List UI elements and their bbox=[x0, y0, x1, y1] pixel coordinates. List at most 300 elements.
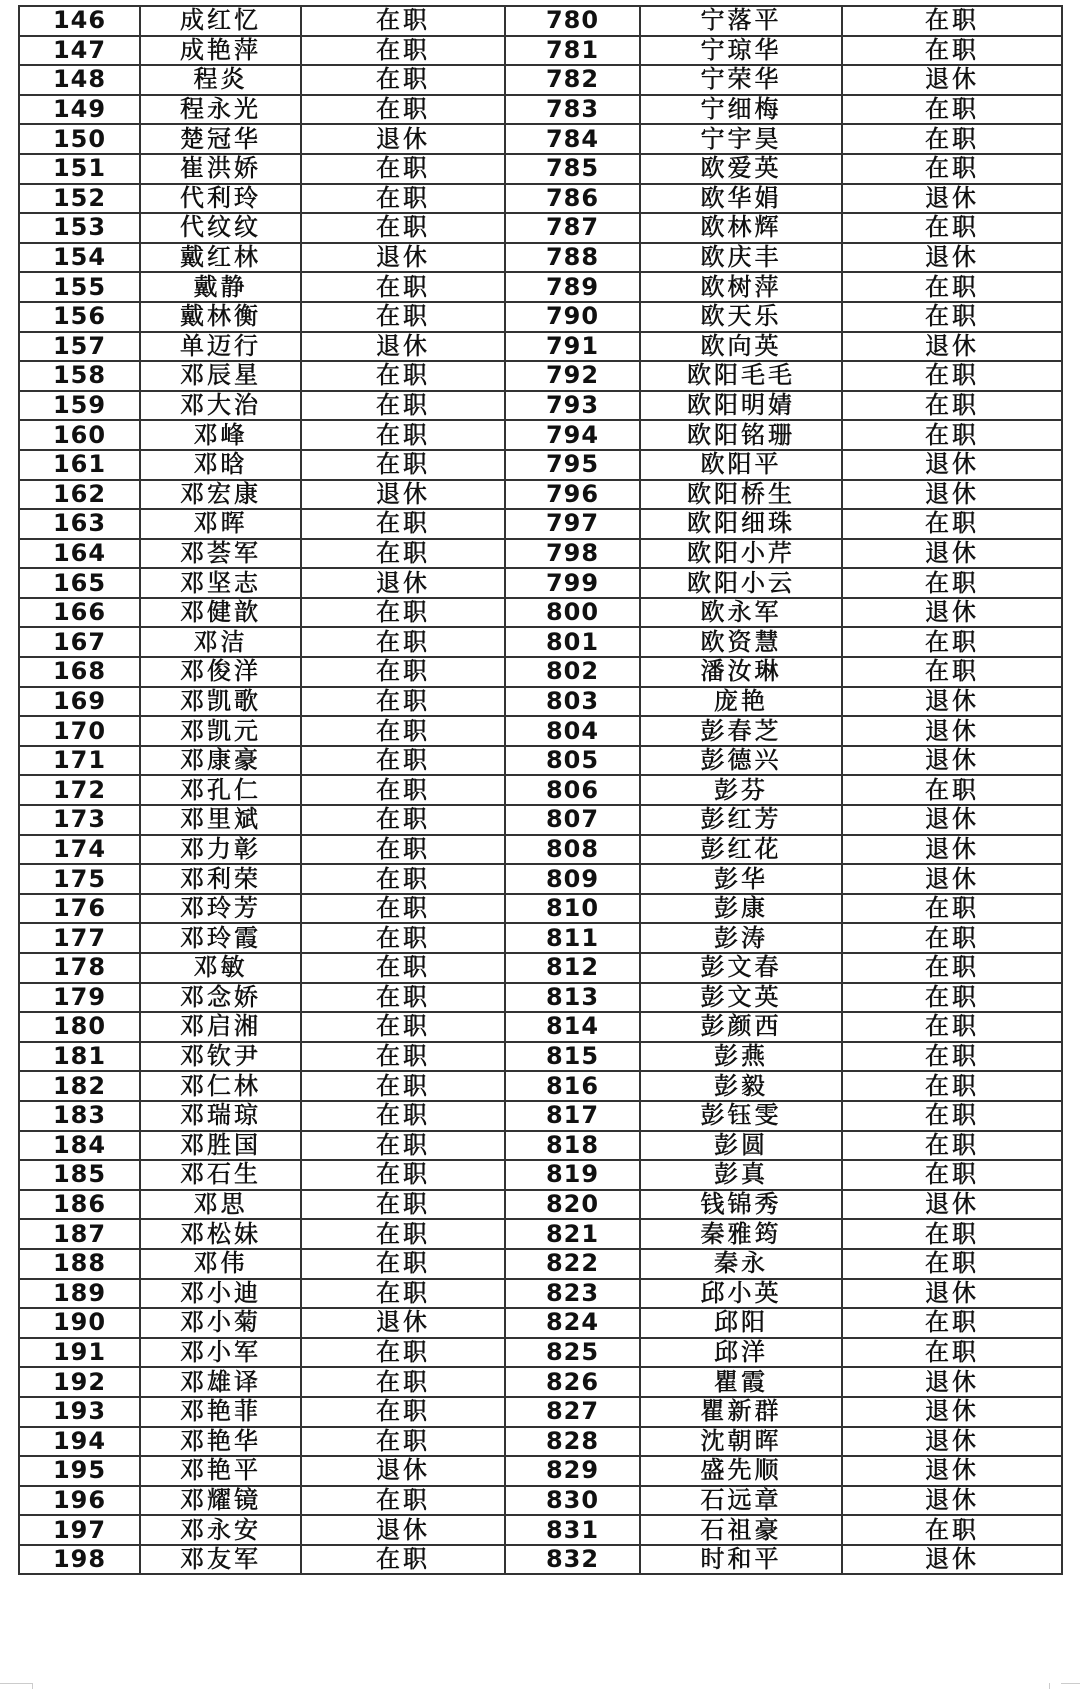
right-number-cell: 832 bbox=[505, 1545, 640, 1575]
left-number-cell: 189 bbox=[19, 1279, 140, 1309]
left-status-cell: 在职 bbox=[301, 598, 505, 628]
right-name-cell: 彭华 bbox=[640, 864, 842, 894]
left-number-cell: 179 bbox=[19, 983, 140, 1013]
right-status-cell: 在职 bbox=[842, 509, 1062, 539]
left-status-cell: 在职 bbox=[301, 6, 505, 36]
right-status-cell: 退休 bbox=[842, 835, 1062, 865]
right-number-cell: 805 bbox=[505, 746, 640, 776]
table-row bbox=[19, 894, 1062, 924]
right-number-cell: 782 bbox=[505, 65, 640, 95]
table-row bbox=[19, 1131, 1062, 1161]
left-name-cell: 邓宏康 bbox=[140, 480, 301, 510]
left-number-cell: 154 bbox=[19, 243, 140, 273]
left-name-cell: 戴红林 bbox=[140, 243, 301, 273]
right-name-cell: 彭文春 bbox=[640, 953, 842, 983]
left-status-cell: 退休 bbox=[301, 568, 505, 598]
left-status-cell: 在职 bbox=[301, 1219, 505, 1249]
right-status-cell: 退休 bbox=[842, 1190, 1062, 1220]
right-name-cell: 彭红芳 bbox=[640, 805, 842, 835]
left-number-cell: 169 bbox=[19, 687, 140, 717]
left-status-cell: 在职 bbox=[301, 953, 505, 983]
left-number-cell: 153 bbox=[19, 213, 140, 243]
left-status-cell: 退休 bbox=[301, 1456, 505, 1486]
left-name-cell: 邓力彰 bbox=[140, 835, 301, 865]
left-number-cell: 174 bbox=[19, 835, 140, 865]
left-number-cell: 167 bbox=[19, 627, 140, 657]
right-number-cell: 796 bbox=[505, 480, 640, 510]
right-number-cell: 797 bbox=[505, 509, 640, 539]
right-name-cell: 欧阳桥生 bbox=[640, 480, 842, 510]
left-name-cell: 邓大治 bbox=[140, 391, 301, 421]
left-number-cell: 170 bbox=[19, 716, 140, 746]
table-row bbox=[19, 1160, 1062, 1190]
left-status-cell: 在职 bbox=[301, 1071, 505, 1101]
right-number-cell: 826 bbox=[505, 1367, 640, 1397]
left-status-cell: 在职 bbox=[301, 657, 505, 687]
left-number-cell: 177 bbox=[19, 923, 140, 953]
left-name-cell: 邓凯歌 bbox=[140, 687, 301, 717]
left-name-cell: 邓玲芳 bbox=[140, 894, 301, 924]
right-name-cell: 欧资慧 bbox=[640, 627, 842, 657]
table-row bbox=[19, 154, 1062, 184]
right-number-cell: 821 bbox=[505, 1219, 640, 1249]
left-status-cell: 在职 bbox=[301, 746, 505, 776]
right-name-cell: 欧阳小芹 bbox=[640, 539, 842, 569]
table-row bbox=[19, 213, 1062, 243]
right-name-cell: 彭文英 bbox=[640, 983, 842, 1013]
right-status-cell: 在职 bbox=[842, 36, 1062, 66]
left-number-cell: 163 bbox=[19, 509, 140, 539]
left-status-cell: 在职 bbox=[301, 1190, 505, 1220]
left-status-cell: 在职 bbox=[301, 184, 505, 214]
table-row bbox=[19, 983, 1062, 1013]
right-number-cell: 829 bbox=[505, 1456, 640, 1486]
right-status-cell: 在职 bbox=[842, 1249, 1062, 1279]
table-row bbox=[19, 627, 1062, 657]
left-status-cell: 在职 bbox=[301, 95, 505, 125]
right-status-cell: 在职 bbox=[842, 953, 1062, 983]
left-number-cell: 175 bbox=[19, 864, 140, 894]
left-number-cell: 188 bbox=[19, 1249, 140, 1279]
right-status-cell: 在职 bbox=[842, 1515, 1062, 1545]
left-status-cell: 退休 bbox=[301, 124, 505, 154]
table-row bbox=[19, 1071, 1062, 1101]
right-name-cell: 彭春芝 bbox=[640, 716, 842, 746]
left-status-cell: 在职 bbox=[301, 805, 505, 835]
page-corner-mark bbox=[32, 1683, 33, 1689]
left-name-cell: 邓利荣 bbox=[140, 864, 301, 894]
right-number-cell: 830 bbox=[505, 1486, 640, 1516]
right-number-cell: 788 bbox=[505, 243, 640, 273]
left-name-cell: 邓钦尹 bbox=[140, 1042, 301, 1072]
left-name-cell: 楚冠华 bbox=[140, 124, 301, 154]
right-name-cell: 欧阳毛毛 bbox=[640, 361, 842, 391]
right-number-cell: 803 bbox=[505, 687, 640, 717]
table-row bbox=[19, 36, 1062, 66]
right-status-cell: 退休 bbox=[842, 805, 1062, 835]
left-number-cell: 155 bbox=[19, 272, 140, 302]
table-row bbox=[19, 391, 1062, 421]
right-number-cell: 785 bbox=[505, 154, 640, 184]
right-name-cell: 彭颜西 bbox=[640, 1012, 842, 1042]
left-status-cell: 在职 bbox=[301, 864, 505, 894]
left-name-cell: 邓伟 bbox=[140, 1249, 301, 1279]
table-row bbox=[19, 1308, 1062, 1338]
left-status-cell: 在职 bbox=[301, 539, 505, 569]
left-number-cell: 190 bbox=[19, 1308, 140, 1338]
left-status-cell: 在职 bbox=[301, 1160, 505, 1190]
left-name-cell: 邓小菊 bbox=[140, 1308, 301, 1338]
right-name-cell: 欧华娟 bbox=[640, 184, 842, 214]
table-row bbox=[19, 361, 1062, 391]
left-status-cell: 在职 bbox=[301, 716, 505, 746]
right-name-cell: 邱阳 bbox=[640, 1308, 842, 1338]
right-name-cell: 彭毅 bbox=[640, 1071, 842, 1101]
left-name-cell: 邓敏 bbox=[140, 953, 301, 983]
right-number-cell: 811 bbox=[505, 923, 640, 953]
left-name-cell: 邓小军 bbox=[140, 1338, 301, 1368]
right-status-cell: 退休 bbox=[842, 1545, 1062, 1575]
left-name-cell: 邓晖 bbox=[140, 509, 301, 539]
table-row bbox=[19, 953, 1062, 983]
right-name-cell: 盛先顺 bbox=[640, 1456, 842, 1486]
table-row bbox=[19, 1427, 1062, 1457]
right-name-cell: 邱小英 bbox=[640, 1279, 842, 1309]
left-name-cell: 邓瑞琼 bbox=[140, 1101, 301, 1131]
table-row bbox=[19, 509, 1062, 539]
table-row bbox=[19, 420, 1062, 450]
right-status-cell: 在职 bbox=[842, 361, 1062, 391]
right-status-cell: 在职 bbox=[842, 775, 1062, 805]
right-number-cell: 809 bbox=[505, 864, 640, 894]
left-number-cell: 185 bbox=[19, 1160, 140, 1190]
right-status-cell: 在职 bbox=[842, 1131, 1062, 1161]
left-number-cell: 161 bbox=[19, 450, 140, 480]
right-number-cell: 787 bbox=[505, 213, 640, 243]
left-number-cell: 180 bbox=[19, 1012, 140, 1042]
right-name-cell: 时和平 bbox=[640, 1545, 842, 1575]
left-status-cell: 在职 bbox=[301, 1545, 505, 1575]
left-status-cell: 在职 bbox=[301, 627, 505, 657]
left-name-cell: 邓洁 bbox=[140, 627, 301, 657]
right-number-cell: 808 bbox=[505, 835, 640, 865]
right-number-cell: 819 bbox=[505, 1160, 640, 1190]
table-row bbox=[19, 775, 1062, 805]
right-name-cell: 欧永军 bbox=[640, 598, 842, 628]
left-name-cell: 邓艳平 bbox=[140, 1456, 301, 1486]
table-row bbox=[19, 1101, 1062, 1131]
table-row bbox=[19, 598, 1062, 628]
table-row bbox=[19, 124, 1062, 154]
left-number-cell: 147 bbox=[19, 36, 140, 66]
right-name-cell: 石祖豪 bbox=[640, 1515, 842, 1545]
left-status-cell: 在职 bbox=[301, 1042, 505, 1072]
table-row bbox=[19, 923, 1062, 953]
left-name-cell: 代纹纹 bbox=[140, 213, 301, 243]
right-status-cell: 退休 bbox=[842, 716, 1062, 746]
right-number-cell: 794 bbox=[505, 420, 640, 450]
left-name-cell: 邓荟军 bbox=[140, 539, 301, 569]
left-name-cell: 程炎 bbox=[140, 65, 301, 95]
left-number-cell: 157 bbox=[19, 332, 140, 362]
left-status-cell: 在职 bbox=[301, 213, 505, 243]
left-status-cell: 在职 bbox=[301, 36, 505, 66]
right-status-cell: 在职 bbox=[842, 95, 1062, 125]
left-status-cell: 在职 bbox=[301, 1101, 505, 1131]
left-name-cell: 邓峰 bbox=[140, 420, 301, 450]
right-status-cell: 在职 bbox=[842, 1101, 1062, 1131]
left-number-cell: 164 bbox=[19, 539, 140, 569]
right-status-cell: 在职 bbox=[842, 420, 1062, 450]
right-status-cell: 在职 bbox=[842, 1071, 1062, 1101]
right-status-cell: 在职 bbox=[842, 627, 1062, 657]
table-row bbox=[19, 450, 1062, 480]
right-number-cell: 810 bbox=[505, 894, 640, 924]
table-row bbox=[19, 1338, 1062, 1368]
left-name-cell: 邓康豪 bbox=[140, 746, 301, 776]
right-status-cell: 退休 bbox=[842, 1397, 1062, 1427]
left-name-cell: 程永光 bbox=[140, 95, 301, 125]
left-status-cell: 退休 bbox=[301, 332, 505, 362]
left-number-cell: 184 bbox=[19, 1131, 140, 1161]
right-status-cell: 退休 bbox=[842, 598, 1062, 628]
left-name-cell: 邓玲霞 bbox=[140, 923, 301, 953]
right-status-cell: 在职 bbox=[842, 894, 1062, 924]
left-status-cell: 在职 bbox=[301, 983, 505, 1013]
left-name-cell: 邓艳菲 bbox=[140, 1397, 301, 1427]
right-number-cell: 783 bbox=[505, 95, 640, 125]
left-name-cell: 戴静 bbox=[140, 272, 301, 302]
left-number-cell: 173 bbox=[19, 805, 140, 835]
left-name-cell: 邓凯元 bbox=[140, 716, 301, 746]
left-number-cell: 165 bbox=[19, 568, 140, 598]
left-status-cell: 在职 bbox=[301, 1249, 505, 1279]
left-status-cell: 在职 bbox=[301, 509, 505, 539]
left-number-cell: 176 bbox=[19, 894, 140, 924]
right-number-cell: 827 bbox=[505, 1397, 640, 1427]
right-name-cell: 宁细梅 bbox=[640, 95, 842, 125]
left-name-cell: 代利玲 bbox=[140, 184, 301, 214]
right-number-cell: 822 bbox=[505, 1249, 640, 1279]
right-status-cell: 在职 bbox=[842, 124, 1062, 154]
right-status-cell: 退休 bbox=[842, 1367, 1062, 1397]
left-number-cell: 159 bbox=[19, 391, 140, 421]
right-number-cell: 817 bbox=[505, 1101, 640, 1131]
left-name-cell: 邓耀镜 bbox=[140, 1486, 301, 1516]
right-name-cell: 欧树萍 bbox=[640, 272, 842, 302]
right-number-cell: 818 bbox=[505, 1131, 640, 1161]
left-number-cell: 193 bbox=[19, 1397, 140, 1427]
right-status-cell: 在职 bbox=[842, 657, 1062, 687]
right-number-cell: 793 bbox=[505, 391, 640, 421]
table-row bbox=[19, 1367, 1062, 1397]
table-row bbox=[19, 716, 1062, 746]
right-status-cell: 在职 bbox=[842, 923, 1062, 953]
right-name-cell: 彭钰雯 bbox=[640, 1101, 842, 1131]
right-status-cell: 在职 bbox=[842, 1042, 1062, 1072]
table-row bbox=[19, 687, 1062, 717]
left-status-cell: 在职 bbox=[301, 775, 505, 805]
right-number-cell: 790 bbox=[505, 302, 640, 332]
page-corner-mark bbox=[1049, 1683, 1050, 1689]
left-status-cell: 在职 bbox=[301, 835, 505, 865]
right-status-cell: 退休 bbox=[842, 687, 1062, 717]
right-number-cell: 801 bbox=[505, 627, 640, 657]
left-status-cell: 在职 bbox=[301, 154, 505, 184]
table-row bbox=[19, 1397, 1062, 1427]
table-row bbox=[19, 1190, 1062, 1220]
right-number-cell: 828 bbox=[505, 1427, 640, 1457]
left-name-cell: 邓仁林 bbox=[140, 1071, 301, 1101]
left-number-cell: 196 bbox=[19, 1486, 140, 1516]
left-name-cell: 崔洪娇 bbox=[140, 154, 301, 184]
right-name-cell: 彭德兴 bbox=[640, 746, 842, 776]
right-name-cell: 石远章 bbox=[640, 1486, 842, 1516]
right-status-cell: 在职 bbox=[842, 154, 1062, 184]
left-status-cell: 在职 bbox=[301, 923, 505, 953]
left-name-cell: 邓艳华 bbox=[140, 1427, 301, 1457]
right-name-cell: 潘汝琳 bbox=[640, 657, 842, 687]
table-row bbox=[19, 746, 1062, 776]
right-status-cell: 退休 bbox=[842, 864, 1062, 894]
right-name-cell: 庞艳 bbox=[640, 687, 842, 717]
left-status-cell: 在职 bbox=[301, 361, 505, 391]
right-status-cell: 退休 bbox=[842, 480, 1062, 510]
table-row bbox=[19, 302, 1062, 332]
right-number-cell: 781 bbox=[505, 36, 640, 66]
left-number-cell: 158 bbox=[19, 361, 140, 391]
right-number-cell: 812 bbox=[505, 953, 640, 983]
right-number-cell: 813 bbox=[505, 983, 640, 1013]
right-name-cell: 秦永 bbox=[640, 1249, 842, 1279]
right-status-cell: 在职 bbox=[842, 1308, 1062, 1338]
right-status-cell: 退休 bbox=[842, 539, 1062, 569]
right-number-cell: 799 bbox=[505, 568, 640, 598]
right-name-cell: 沈朝晖 bbox=[640, 1427, 842, 1457]
right-name-cell: 彭康 bbox=[640, 894, 842, 924]
right-number-cell: 807 bbox=[505, 805, 640, 835]
right-number-cell: 804 bbox=[505, 716, 640, 746]
right-status-cell: 在职 bbox=[842, 391, 1062, 421]
left-number-cell: 148 bbox=[19, 65, 140, 95]
left-status-cell: 退休 bbox=[301, 243, 505, 273]
right-number-cell: 791 bbox=[505, 332, 640, 362]
left-name-cell: 邓里斌 bbox=[140, 805, 301, 835]
table-row bbox=[19, 184, 1062, 214]
table-row bbox=[19, 65, 1062, 95]
table-row bbox=[19, 1012, 1062, 1042]
left-name-cell: 邓启湘 bbox=[140, 1012, 301, 1042]
right-status-cell: 在职 bbox=[842, 1160, 1062, 1190]
left-number-cell: 166 bbox=[19, 598, 140, 628]
table-row bbox=[19, 1515, 1062, 1545]
right-status-cell: 在职 bbox=[842, 272, 1062, 302]
left-status-cell: 在职 bbox=[301, 450, 505, 480]
right-name-cell: 彭真 bbox=[640, 1160, 842, 1190]
right-number-cell: 815 bbox=[505, 1042, 640, 1072]
left-status-cell: 在职 bbox=[301, 1012, 505, 1042]
table-row bbox=[19, 1279, 1062, 1309]
right-name-cell: 欧天乐 bbox=[640, 302, 842, 332]
table-body bbox=[19, 6, 1062, 1574]
right-number-cell: 789 bbox=[505, 272, 640, 302]
table-row bbox=[19, 480, 1062, 510]
table-row bbox=[19, 1456, 1062, 1486]
table-row bbox=[19, 568, 1062, 598]
right-number-cell: 820 bbox=[505, 1190, 640, 1220]
right-status-cell: 在职 bbox=[842, 1338, 1062, 1368]
left-number-cell: 172 bbox=[19, 775, 140, 805]
right-status-cell: 在职 bbox=[842, 1219, 1062, 1249]
right-name-cell: 瞿霞 bbox=[640, 1367, 842, 1397]
left-status-cell: 在职 bbox=[301, 391, 505, 421]
table-row bbox=[19, 1219, 1062, 1249]
table-row bbox=[19, 1486, 1062, 1516]
table-row bbox=[19, 6, 1062, 36]
right-name-cell: 欧阳细珠 bbox=[640, 509, 842, 539]
left-name-cell: 邓健歆 bbox=[140, 598, 301, 628]
left-status-cell: 退休 bbox=[301, 1515, 505, 1545]
table-row bbox=[19, 243, 1062, 273]
left-number-cell: 149 bbox=[19, 95, 140, 125]
left-number-cell: 178 bbox=[19, 953, 140, 983]
left-name-cell: 成红忆 bbox=[140, 6, 301, 36]
left-status-cell: 在职 bbox=[301, 1131, 505, 1161]
right-status-cell: 退休 bbox=[842, 332, 1062, 362]
left-name-cell: 邓辰星 bbox=[140, 361, 301, 391]
left-number-cell: 182 bbox=[19, 1071, 140, 1101]
table-row bbox=[19, 805, 1062, 835]
table-row bbox=[19, 539, 1062, 569]
left-name-cell: 单迈行 bbox=[140, 332, 301, 362]
right-name-cell: 欧庆丰 bbox=[640, 243, 842, 273]
right-number-cell: 816 bbox=[505, 1071, 640, 1101]
left-status-cell: 在职 bbox=[301, 1367, 505, 1397]
right-status-cell: 退休 bbox=[842, 184, 1062, 214]
left-status-cell: 在职 bbox=[301, 65, 505, 95]
table-row bbox=[19, 657, 1062, 687]
left-status-cell: 在职 bbox=[301, 272, 505, 302]
right-name-cell: 欧阳明婧 bbox=[640, 391, 842, 421]
left-number-cell: 186 bbox=[19, 1190, 140, 1220]
right-name-cell: 宁宇昊 bbox=[640, 124, 842, 154]
right-name-cell: 彭芬 bbox=[640, 775, 842, 805]
right-name-cell: 钱锦秀 bbox=[640, 1190, 842, 1220]
left-number-cell: 152 bbox=[19, 184, 140, 214]
left-number-cell: 191 bbox=[19, 1338, 140, 1368]
left-status-cell: 在职 bbox=[301, 1338, 505, 1368]
right-status-cell: 退休 bbox=[842, 450, 1062, 480]
right-status-cell: 在职 bbox=[842, 568, 1062, 598]
right-name-cell: 欧阳铭珊 bbox=[640, 420, 842, 450]
right-status-cell: 退休 bbox=[842, 1427, 1062, 1457]
left-status-cell: 在职 bbox=[301, 1486, 505, 1516]
left-number-cell: 156 bbox=[19, 302, 140, 332]
left-name-cell: 邓孔仁 bbox=[140, 775, 301, 805]
left-status-cell: 退休 bbox=[301, 480, 505, 510]
left-name-cell: 邓友军 bbox=[140, 1545, 301, 1575]
right-status-cell: 退休 bbox=[842, 243, 1062, 273]
left-name-cell: 邓石生 bbox=[140, 1160, 301, 1190]
right-status-cell: 在职 bbox=[842, 1012, 1062, 1042]
right-status-cell: 退休 bbox=[842, 1486, 1062, 1516]
left-name-cell: 戴林衡 bbox=[140, 302, 301, 332]
left-name-cell: 邓念娇 bbox=[140, 983, 301, 1013]
page-edge-line bbox=[1061, 1683, 1080, 1684]
right-status-cell: 退休 bbox=[842, 1279, 1062, 1309]
right-number-cell: 786 bbox=[505, 184, 640, 214]
left-name-cell: 邓永安 bbox=[140, 1515, 301, 1545]
